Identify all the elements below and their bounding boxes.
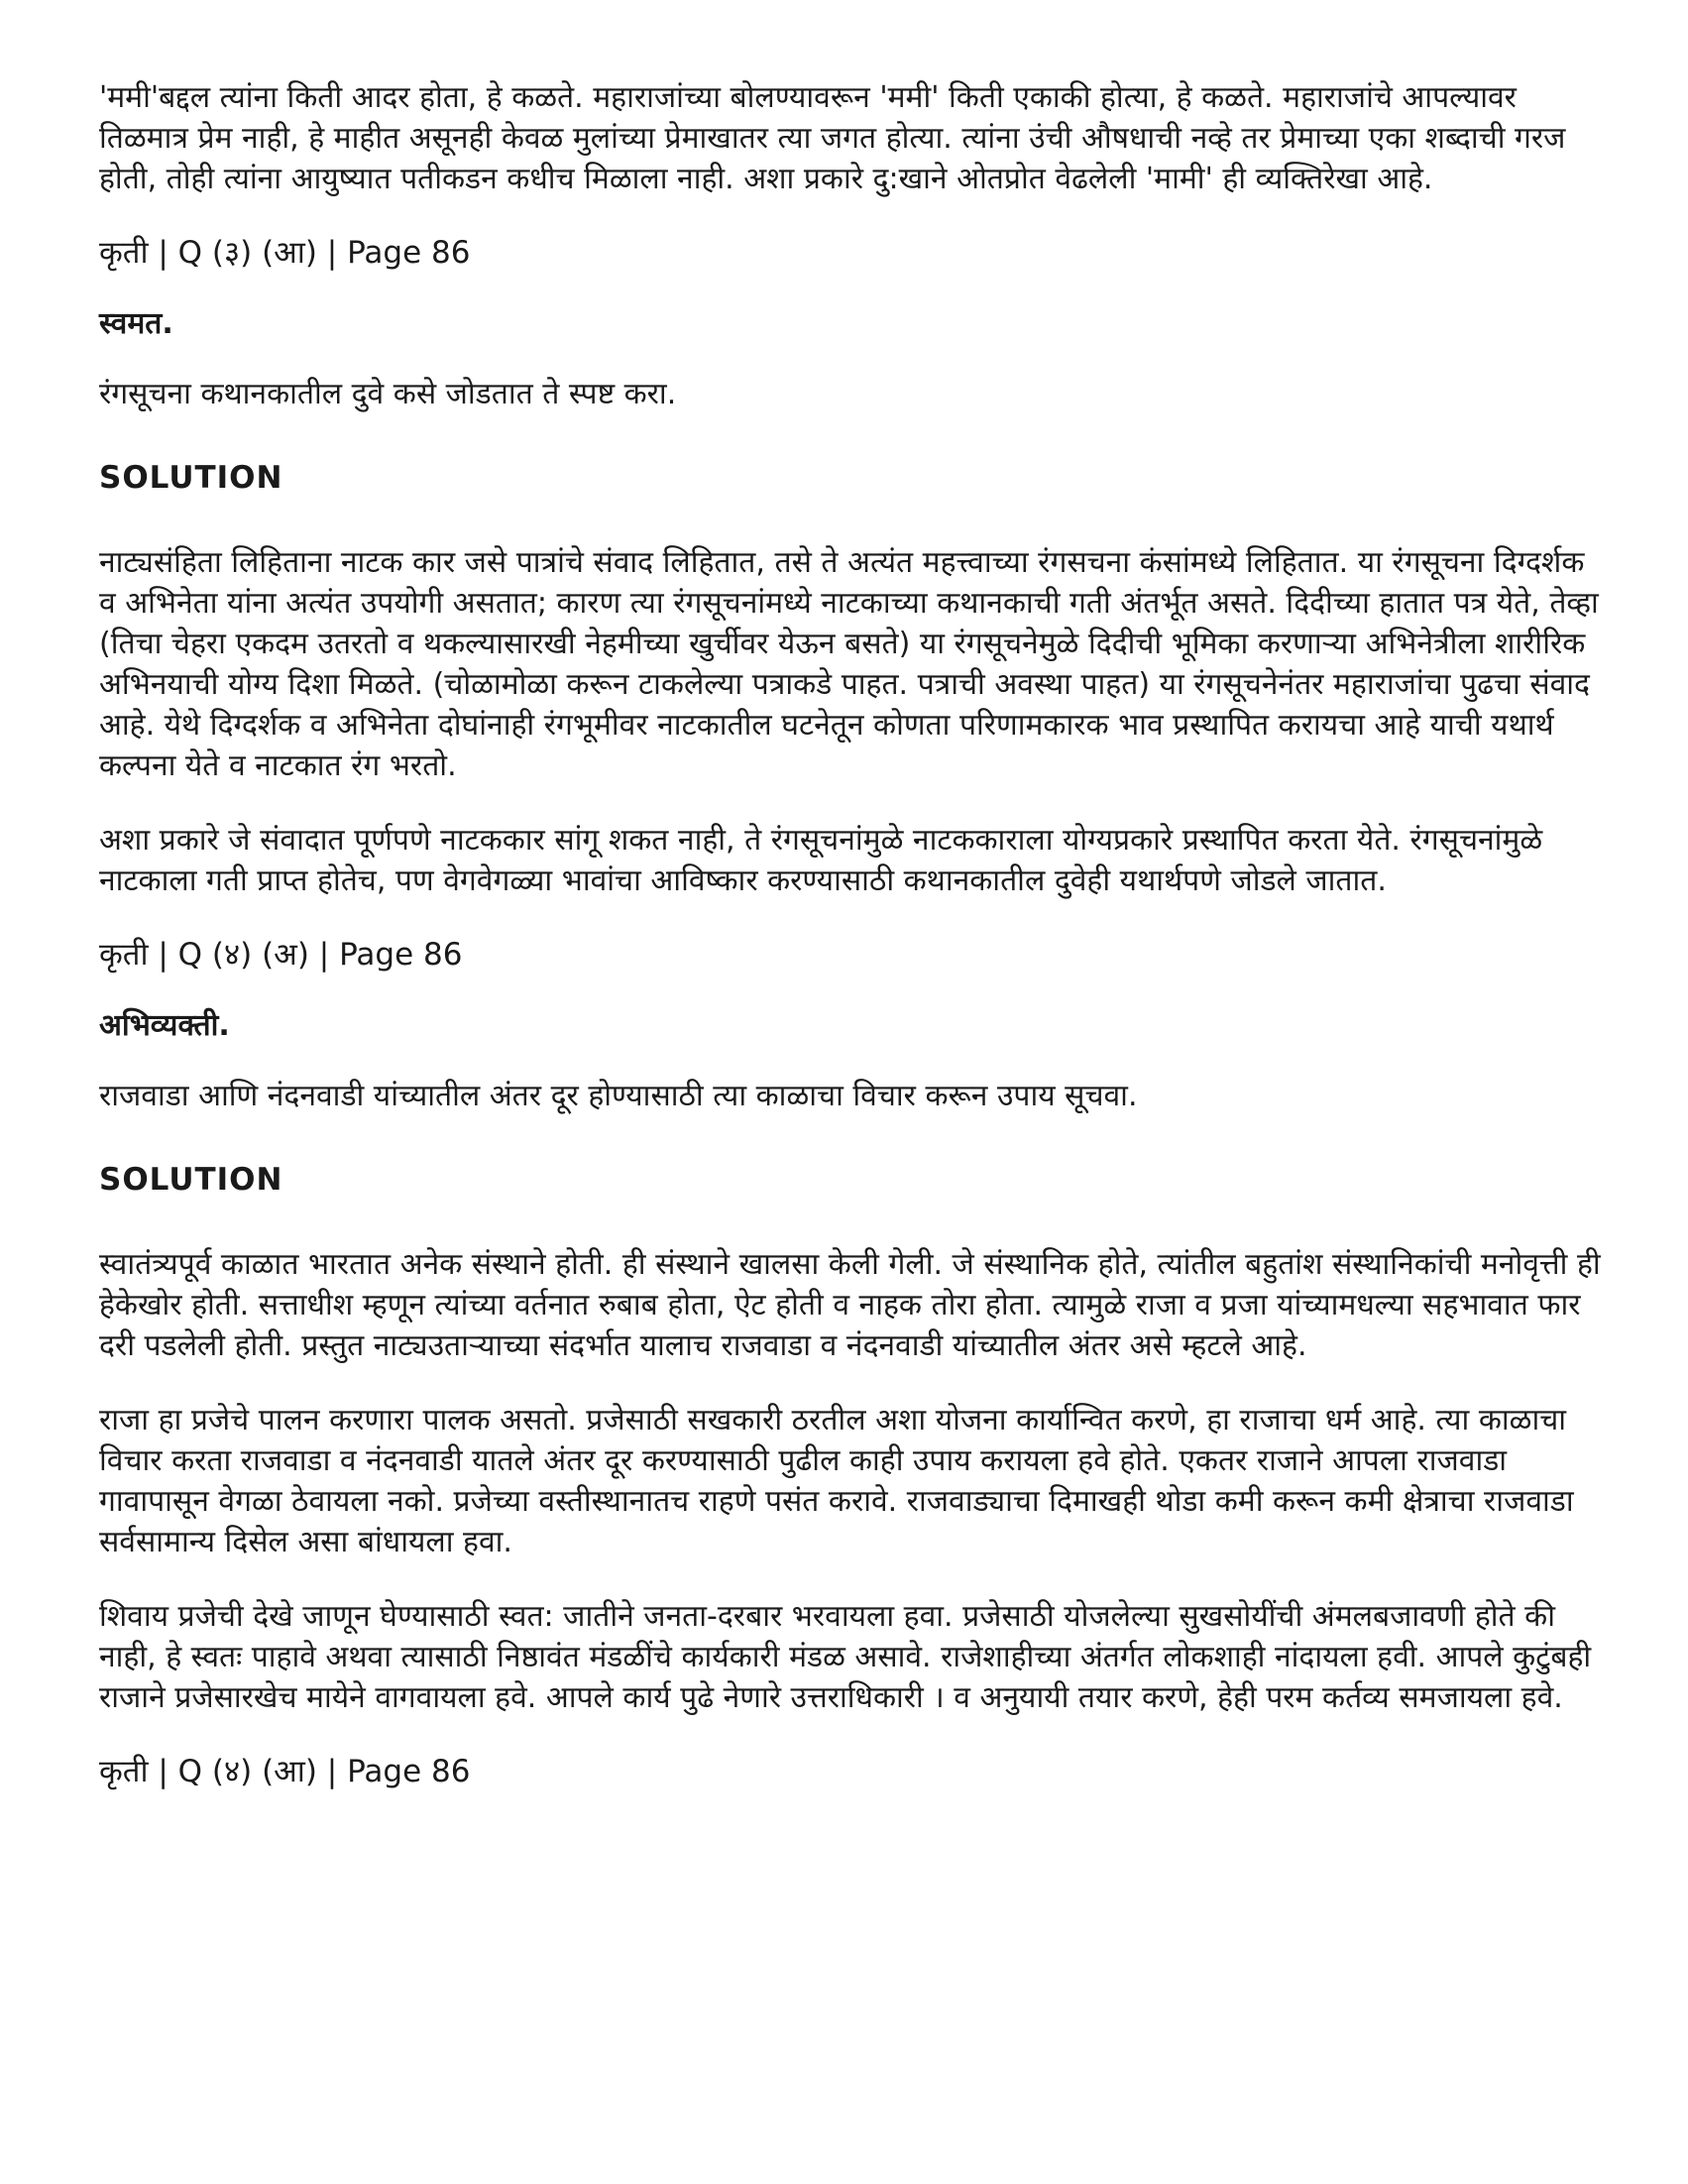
answer-paragraph: अशा प्रकारे जे संवादात पूर्णपणे नाटककार सांगू शकत नाही, ते रंगसूचनांमुळे नाटककाराला योग्यप्रकारे प्रस्थापित करता येते. रंगसूचनांमुळे नाटकाला गती प्राप्त होतेच, पण वेगवेगळ्या भावांचा आविष्कार करण्यासाठी कथानकातील दुवेही यथार्थपणे जोडले जातात. — [99, 823, 1543, 898]
section-heading: स्वमत. — [99, 306, 173, 341]
solution-heading: SOLUTION — [99, 1162, 283, 1198]
answer-paragraph: राजा हा प्रजेचे पालन करणारा पालक असतो. प्रजेसाठी सखकारी ठरतील अशा योजना कार्यान्वित करणे, हा राजाचा धर्म आहे. त्या काळाचा विचार करता राजवाडा व नंदनवाडी यातले अंतर दूर करण्यासाठी पुढील काही उपाय करायला हवे होते. एकतर राजाने आपला राजवाडा गावापासून वेगळा ठेवायला नको. प्रजेच्या वस्तीस्थानातच राहणे पसंत करावे. राजवाड्याचा दिमाखही थोडा कमी करून कमी क्षेत्राचा राजवाडा सर्वसामान्य दिसेल असा बांधायला हवा. — [99, 1403, 1574, 1559]
question-reference: कृती | Q (४) (अ) | Page 86 — [99, 937, 463, 973]
answer-paragraph: शिवाय प्रजेची देखे जाणून घेण्यासाठी स्वत: जातीने जनता-दरबार भरवायला हवा. प्रजेसाठी योजलेल्या सुखसोयींची अंमलबजावणी होते की नाही, हे स्वतः पाहावे अथवा त्यासाठी निष्ठावंत मंडळींचे कार्यकारी मंडळ असावे. राजेशाहीच्या अंतर्गत लोकशाही नांदायला हवी. आपले कुटुंबही राजाने प्रजेसारखेच मायेने वागवायला हवे. आपले कार्य पुढे नेणारे उत्तराधिकारी । व अनुयायी तयार करणे, हेही परम कर्तव्य समजायला हवे. — [99, 1599, 1592, 1715]
question-text: रंगसूचना कथानकातील दुवे कसे जोडतात ते स्पष्ट करा. — [99, 377, 677, 411]
answer-paragraph: नाट्यसंहिता लिहिताना नाटक कार जसे पात्रांचे संवाद लिहितात, तसे ते अत्यंत महत्त्वाच्या रंगसचना कंसांमध्ये लिहितात. या रंगसूचना दिग्दर्शक व अभिनेता यांना अत्यंत उपयोगी असतात; कारण त्या रंगसूचनांमध्ये नाटकाच्या कथानकाची गती अंतर्भूत असते. दिदीच्या हातात पत्र येते, तेव्हा (तिचा चेहरा एकदम उतरतो व थकल्यासारखी नेहमीच्या खुर्चीवर येऊन बसते) या रंगसूचनेमुळे दिदीची भूमिका करणाऱ्या अभिनेत्रीला शारीरिक अभिनयाची योग्य दिशा मिळते. (चोळामोळा करून टाकलेल्या पत्राकडे पाहत. पत्राची अवस्था पाहत) या रंगसूचनेनंतर महाराजांचा पुढचा संवाद आहे. येथे दिग्दर्शक व अभिनेता दोघांनाही रंगभूमीवर नाटकातील घटनेतून कोणता परिणामकारक भाव प्रस्थापित करायचा आहे याची यथार्थ कल्पना येते व नाटकात रंग भरतो. — [99, 545, 1599, 783]
question-reference: कृती | Q (४) (आ) | Page 86 — [99, 1754, 471, 1789]
solution-heading: SOLUTION — [99, 460, 283, 496]
document-page — [99, 77, 1606, 1792]
section-heading: अभिव्यक्ती. — [99, 1008, 230, 1043]
answer-paragraph: स्वातंत्र्यपूर्व काळात भारतात अनेक संस्थाने होती. ही संस्थाने खालसा केली गेली. जे संस्थानिक होते, त्यांतील बहुतांश संस्थानिकांची मनोवृत्ती ही हेकेखोर होती. सत्ताधीश म्हणून त्यांच्या वर्तनात रुबाब होता, ऐट होती व नाहक तोरा होता. त्यामुळे राजा व प्रजा यांच्यामधल्या सहभावात फार दरी पडलेली होती. प्रस्तुत नाट्यउताऱ्याच्या संदर्भात यालाच राजवाडा व नंदनवाडी यांच्यातील अंतर असे म्हटले आहे. — [99, 1247, 1601, 1363]
question-reference: कृती | Q (३) (आ) | Page 86 — [99, 235, 471, 271]
question-text: राजवाडा आणि नंदनवाडी यांच्यातील अंतर दूर होण्यासाठी त्या काळाचा विचार करून उपाय सूचवा. — [99, 1079, 1138, 1113]
intro-paragraph: 'ममी'बद्दल त्यांना किती आदर होता, हे कळते. महाराजांच्या बोलण्यावरून 'ममी' किती एकाकी होत्या, हे कळते. महाराजांचे आपल्यावर तिळमात्र प्रेम नाही, हे माहीत असूनही केवळ मुलांच्या प्रेमाखातर त्या जगत होत्या. त्यांना उंची औषधाची नव्हे तर प्रेमाच्या एका शब्दाची गरज होती, तोही त्यांना आयुष्यात पतीकडन कधीच मिळाला नाही. अशा प्रकारे दु:खाने ओतप्रोत वेढलेली 'मामी' ही व्यक्तिरेखा आहे. — [99, 80, 1566, 196]
